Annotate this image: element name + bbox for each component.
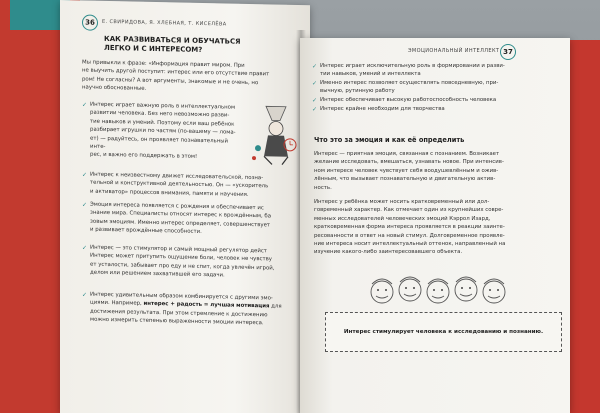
left-page xyxy=(60,0,310,413)
bullet-line: достижения результата. При этом стремление к достижению xyxy=(90,308,268,319)
para-line: менных исследователей человеческих эмоций Кэррол Изард, xyxy=(314,215,491,222)
intro-line: Мы привыкли к фразе: «Информация правит миром. При xyxy=(82,59,245,69)
check-icon: ✓ xyxy=(82,244,88,252)
bullet-line: разбирает игрушки по частям (по-вашему — лома- xyxy=(90,126,236,136)
left-running-head: Е. СВИРИДОВА, Я. ХЛЕБНАЯ, Т. КИСЕЛЁВА xyxy=(102,18,227,28)
right-heading: Что это за эмоция и как её определить xyxy=(314,136,465,144)
bullet-fragment: циями. Например, xyxy=(90,300,144,308)
para-line: Интерес — приятная эмоция, связанная с познанием. Возникает xyxy=(314,151,500,157)
checklist-item xyxy=(312,96,562,105)
left-heading-line2: ЛЕГКО И С ИНТЕРЕСОМ? xyxy=(104,43,203,54)
bullet-line: тельной и конструктивной деятельностью. Он — «ускоритель xyxy=(90,180,269,190)
check-icon: ✓ xyxy=(312,79,318,87)
bullet-line: Эмоция интереса появляется с рождения и обеспечивает ис xyxy=(90,201,264,212)
bullet-text xyxy=(90,291,282,329)
bullet-line: и развивает врождённые способности. xyxy=(90,226,202,236)
check-icon: ✓ xyxy=(312,63,318,70)
bullet-important-role xyxy=(82,100,242,162)
left-heading xyxy=(104,35,241,55)
intro-line: ром! Не согласны? А вот аргументы, знакомые и не очень, но xyxy=(82,76,259,86)
bullet-line: ет) — радуйтесь, он проявляет познавательный инте- xyxy=(90,135,228,150)
check-icon: ✓ xyxy=(82,101,88,109)
checklist-item xyxy=(312,79,562,96)
right-paragraph-2 xyxy=(314,198,562,257)
intro-line: не выучить другой поступит: интерес или его отсутствие правит xyxy=(82,67,270,78)
bullet-text xyxy=(90,201,271,238)
bullet-innate xyxy=(82,200,307,238)
para-line: лённым, что вызывает познавательную и двигательную актив- xyxy=(314,176,496,183)
bullet-line: Интерес удивительным образом комбинируется с другими эмо- xyxy=(90,291,273,302)
para-line: ресованности в ответ на новый стимул. Долговременное проявле- xyxy=(314,232,505,239)
bullet-text xyxy=(90,244,274,281)
right-page xyxy=(300,38,570,413)
checklist-line: Именно интерес позволяет осуществлять повседневную, при- xyxy=(320,79,499,86)
checklist-text xyxy=(320,62,505,79)
bullet-text xyxy=(90,101,242,163)
bullet-line: Интерес может притупить ощущение боли, человек не чувству xyxy=(90,253,272,263)
bullet-combination xyxy=(82,290,307,328)
right-running-head: ЭМОЦИОНАЛЬНЫЙ ИНТЕЛЛЕКТ xyxy=(408,48,500,54)
children-faces-illustration xyxy=(362,270,522,310)
bullet-line: тие навыков и умений. Поэтому если ваш ребёнок xyxy=(90,118,235,128)
bullet-line: и активатор» процессов внимания, памяти и научения. xyxy=(90,188,249,198)
callout-box: Интерес стимулирует человека к исследованию и познанию. xyxy=(325,312,562,352)
right-paragraph-1 xyxy=(314,150,562,192)
left-intro xyxy=(82,58,304,96)
checklist-text: Интерес крайне необходим для творчества xyxy=(320,105,445,112)
bullet-line: делом или решением захватившей его задачи. xyxy=(90,269,225,279)
right-page-number: 37 xyxy=(500,44,516,60)
bullet-line: ет усталости, забывает про еду и не спит, когда увлечён игрой, xyxy=(90,261,275,272)
intro-line: научно обоснованные. xyxy=(82,84,147,92)
bullet-unknown xyxy=(82,170,307,200)
bullet-emphasis: интерес + радость = лучшая мотивация xyxy=(143,301,270,310)
bullet-text xyxy=(90,171,268,200)
check-icon: ✓ xyxy=(82,171,88,179)
check-icon: ✓ xyxy=(82,201,88,209)
checklist-item xyxy=(312,62,562,79)
bullet-line: зовым эмоциям. Именно интерес определяет, совершенствует xyxy=(90,218,271,229)
para-line: желание исследовать, вмешаться, узнавать новое. При интенсив- xyxy=(314,159,504,166)
bullet-line: можно измерить степенью выраженности эмоции интереса. xyxy=(90,316,264,327)
para-line: Интерес у ребёнка может носить кратковременный или дол- xyxy=(314,199,490,205)
left-page-number: 36 xyxy=(82,14,98,30)
bullet-line: Интерес играет важную роль в интеллектуальном xyxy=(90,101,236,111)
left-heading-line1: КАК РАЗВИВАТЬСЯ И ОБУЧАТЬСЯ xyxy=(104,34,241,46)
checklist-text xyxy=(320,79,498,96)
para-line: говременный характер. Как отмечает один из крупнейших совре- xyxy=(314,207,504,214)
para-line: ность. xyxy=(314,184,332,191)
check-icon: ✓ xyxy=(312,96,318,104)
checklist-text: Интерес обеспечивает высокую работоспособность человека xyxy=(320,96,497,103)
child-with-clock-illustration xyxy=(246,104,302,167)
check-icon: ✓ xyxy=(312,105,318,113)
bullet-line: Интерес — это стимулятор и самый мощный регулятор дейст xyxy=(90,244,267,255)
para-line: ние интереса носит интеллектуальный оттенок, направленный на xyxy=(314,240,506,247)
bullet-line: знание мира. Специалисты относят интерес к врождённым, ба xyxy=(90,210,272,220)
right-checklist xyxy=(312,62,562,114)
bullet-line: Интерес к неизвестному движет исследовательской, позна- xyxy=(90,171,264,182)
checklist-item xyxy=(312,105,562,114)
checklist-line: Интерес играет исключительную роль в формировании и разви- xyxy=(320,63,505,69)
para-line: ном интересе человек чувствует себя воодушевлённым и ожив- xyxy=(314,167,499,174)
bullet-fragment: для xyxy=(269,303,282,311)
checklist-line: вычную, рутинную работу xyxy=(320,88,395,95)
check-icon: ✓ xyxy=(82,291,88,299)
checklist-line: тии навыков, умений и интеллекта xyxy=(320,71,421,78)
para-line: изучение какого-либо заинтересовавшего объекта. xyxy=(314,249,463,256)
para-line: кратковременная форма интереса проявляется в реакции заинте- xyxy=(314,224,505,231)
bullet-line: рес, и важно его поддержать в этом! xyxy=(90,151,198,161)
bullet-line: развитии человека. Без него невозможно разви- xyxy=(90,110,230,119)
bullet-regulator xyxy=(82,243,307,281)
